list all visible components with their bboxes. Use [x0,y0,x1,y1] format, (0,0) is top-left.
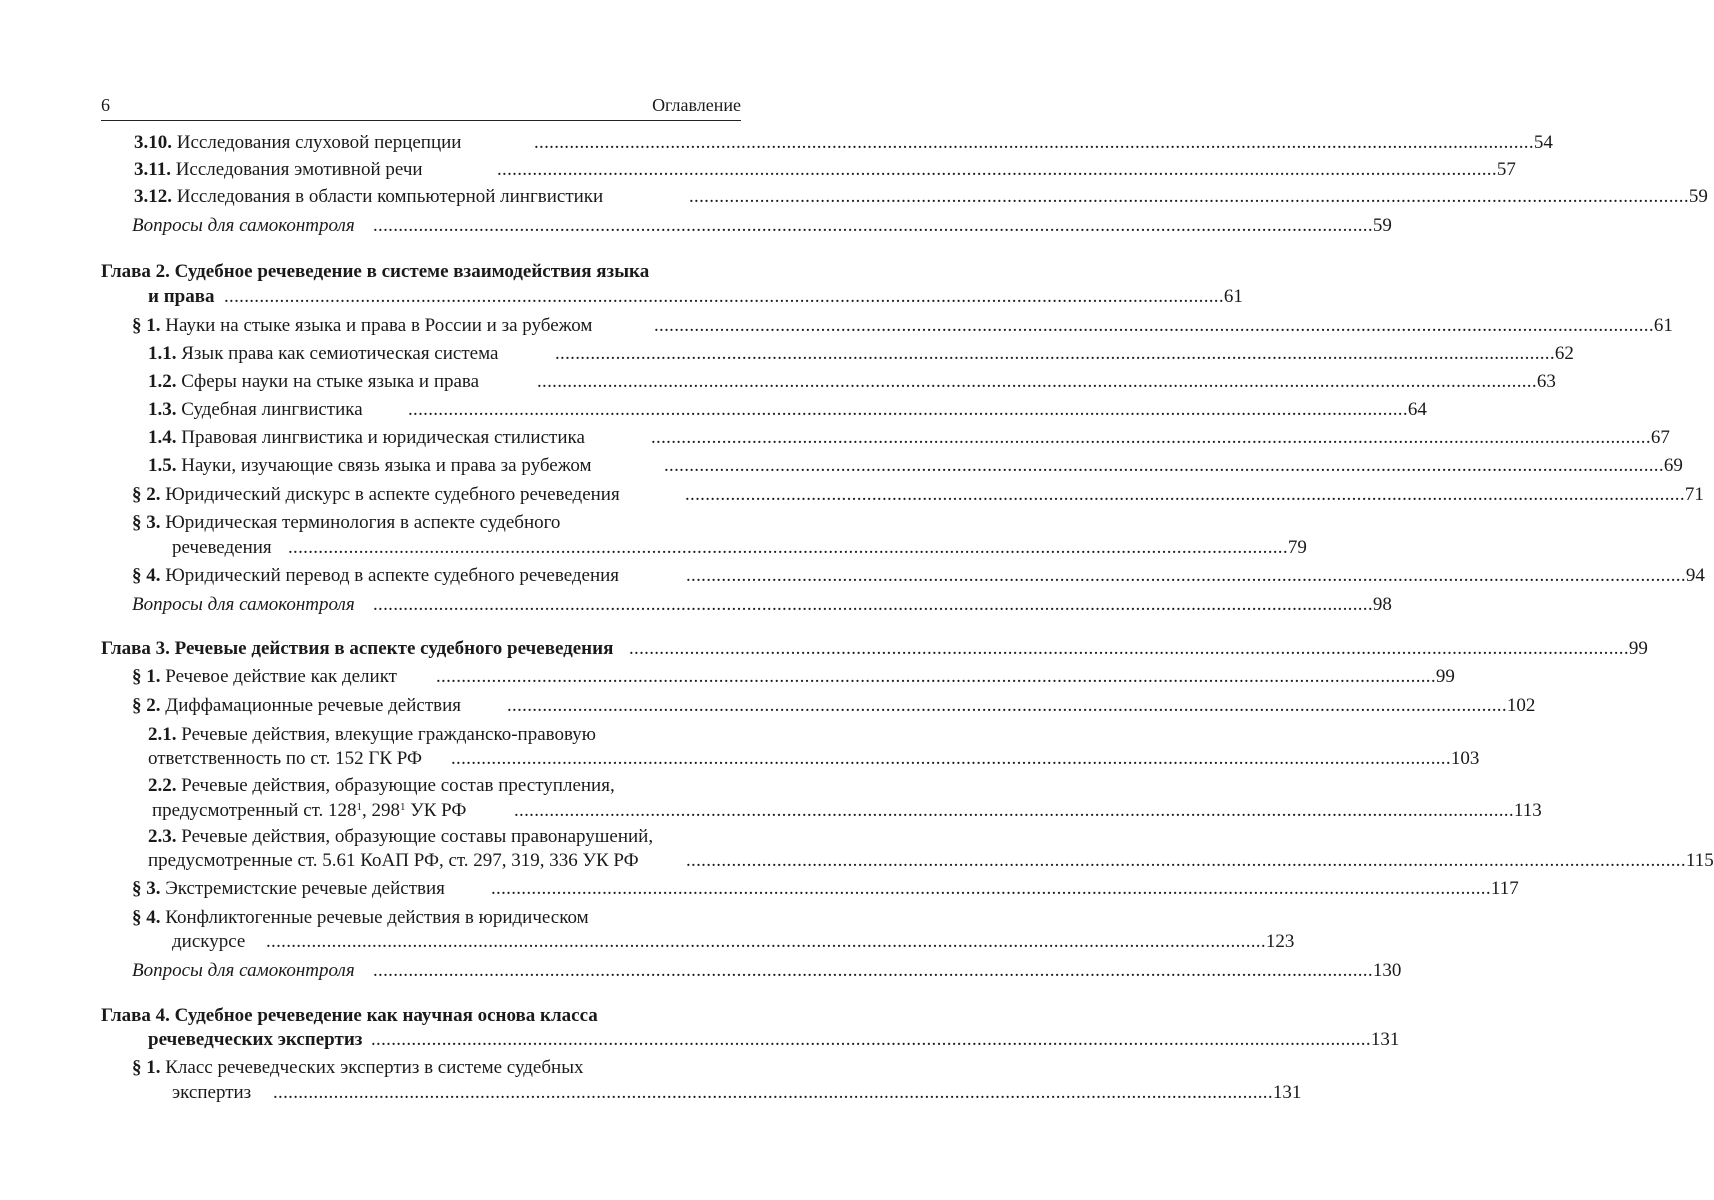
entry-number: § 1. [132,1057,161,1078]
toc-entry[interactable] [101,1027,1400,1052]
entry-title-line2: предусмотренные ст. 5.61 КоАП РФ, ст. 297, 319, 336 УК РФ [148,850,639,871]
entry-number: 3.10. [134,132,172,153]
leader-dots: ...................................................................................................................................................................................................... [685,484,1685,505]
entry-page: 59 [1688,186,1708,207]
toc-entry[interactable] [101,130,1553,155]
entry-title-line1: Класс речеведческих экспертиз в системе судебных [165,1057,584,1078]
chapter-title-line1: Глава 4. Судебное речеведение как научная основа класса [101,1005,598,1026]
entry-title: Исследования эмотивной речи [175,159,423,180]
toc-entry-line1[interactable] [101,773,741,798]
toc-page [101,0,1714,1200]
entry-title: Вопросы для самоконтроля [132,594,355,615]
chapter-title[interactable] [101,636,1648,661]
leader-dots: ...................................................................................................................................................................................................... [373,594,1373,615]
leader-dots: ...................................................................................................................................................................................................... [497,159,1497,180]
entry-page: 98 [1372,594,1392,615]
leader-dots: ...................................................................................................................................................................................................... [373,960,1373,981]
entry-title: Науки, изучающие связь языка и права за рубежом [181,455,592,476]
entry-page: 71 [1684,484,1704,505]
leader-dots: ...................................................................................................................................................................................................... [654,315,1654,336]
entry-page: 61 [1653,315,1673,336]
entry-title: Правовая лингвистика и юридическая стилистика [181,427,585,448]
entry-title-line2: дискурсе [172,931,246,952]
entry-page: 54 [1533,132,1553,153]
leader-dots: ...................................................................................................................................................................................................... [288,537,1288,558]
entry-page: 59 [1372,215,1392,236]
entry-number: § 3. [132,878,161,899]
leader-dots: ...................................................................................................................................................................................................... [266,931,1266,952]
leader-dots: ...................................................................................................................................................................................................... [507,695,1507,716]
toc-entry[interactable] [101,425,1670,450]
toc-entry[interactable] [101,746,1480,771]
entry-page: 131 [1370,1029,1400,1050]
entry-title-line2: экспертиз [172,1082,252,1103]
leader-dots: ...................................................................................................................................................................................................... [689,186,1689,207]
toc-entry[interactable] [101,453,1683,478]
entry-page: 94 [1685,565,1705,586]
entry-number: 3.12. [134,186,172,207]
toc-entry[interactable] [101,693,1536,718]
toc-entry[interactable] [101,592,1392,617]
entry-page: 130 [1372,960,1402,981]
toc-entry-line1[interactable] [101,905,741,930]
entry-number: § 4. [132,907,161,928]
chapter-title-line2: речеведческих экспертиз [148,1029,363,1050]
toc-entry[interactable] [101,397,1427,422]
toc-entry-line1[interactable] [101,824,741,849]
entry-number: 1.5. [148,455,177,476]
chapter-title[interactable] [101,1003,741,1028]
entry-title: Вопросы для самоконтроля [132,960,355,981]
entry-page: 117 [1490,878,1519,899]
entry-title: Экстремистские речевые действия [165,878,445,899]
toc-entry[interactable] [101,958,1402,983]
entry-page: 99 [1628,638,1648,659]
entry-page: 115 [1685,850,1714,871]
entry-number: § 3. [132,512,161,533]
entry-title-line2: предусмотренный ст. $128^1$, $298^1$ УК РФ [152,800,467,821]
entry-title-line1: Речевые действия, образующие составы правонарушений, [181,826,654,847]
leader-dots: ...................................................................................................................................................................................................... [373,215,1373,236]
entry-number: 2.3. [148,826,177,847]
leader-dots: ...................................................................................................................................................................................................... [491,878,1491,899]
toc-entry[interactable] [101,798,1542,823]
entry-page: 61 [1223,286,1243,307]
leader-dots: ...................................................................................................................................................................................................... [436,666,1436,687]
toc-entry-line1[interactable] [101,510,741,535]
entry-page: 64 [1407,399,1427,420]
toc-entry[interactable] [101,876,1519,901]
toc-entry[interactable] [101,563,1705,588]
entry-title: Науки на стыке языка и права в России и за рубежом [165,315,593,336]
leader-dots: ...................................................................................................................................................................................................... [514,800,1514,821]
toc-entry[interactable] [101,535,1307,560]
toc-entry[interactable] [101,157,1516,182]
toc-entry[interactable] [101,482,1704,507]
toc-entry[interactable] [101,848,1714,873]
toc-entry-line1[interactable] [101,1055,741,1080]
entry-title-line1: Юридическая терминология в аспекте судебного [165,512,561,533]
entry-title-line2: ответственность по ст. 152 ГК РФ [148,748,423,769]
entry-page: 99 [1435,666,1455,687]
entry-number: § 2. [132,695,161,716]
entry-number: § 1. [132,666,161,687]
entry-title: Речевое действие как деликт [165,666,397,687]
entry-title: Глава 3. Речевые действия в аспекте судебного речеведения [101,638,614,659]
header-rule [101,120,741,121]
entry-number: § 2. [132,484,161,505]
entry-page: 62 [1554,343,1574,364]
leader-dots: ...................................................................................................................................................................................................... [371,1029,1371,1050]
entry-title-line1: Конфликтогенные речевые действия в юридическом [165,907,589,928]
leader-dots: ...................................................................................................................................................................................................... [686,850,1686,871]
entry-page: 79 [1287,537,1307,558]
leader-dots: ...................................................................................................................................................................................................... [537,371,1537,392]
toc-entry-line1[interactable] [101,722,741,747]
toc-entry[interactable] [101,369,1556,394]
entry-page: 67 [1650,427,1670,448]
entry-page: 113 [1513,800,1542,821]
entry-title-line1: Речевые действия, влекущие гражданско-правовую [181,724,597,745]
leader-dots: ...................................................................................................................................................................................................... [629,638,1629,659]
entry-number: § 4. [132,565,161,586]
leader-dots: ...................................................................................................................................................................................................... [451,748,1451,769]
entry-number: 2.2. [148,775,177,796]
entry-page: 57 [1496,159,1516,180]
entry-page: 103 [1450,748,1480,769]
chapter-title-line1: Глава 2. Судебное речеведение в системе взаимодействия языка [101,261,650,282]
entry-page: 63 [1536,371,1556,392]
entry-title: Сферы науки на стыке языка и права [181,371,480,392]
toc-entry[interactable] [101,213,1392,238]
chapter-title-line2: и права [148,286,215,307]
entry-number: § 1. [132,315,161,336]
leader-dots: ...................................................................................................................................................................................................... [224,286,1224,307]
chapter-title[interactable] [101,259,741,284]
entry-title-line1: Речевые действия, образующие состав преступления, [181,775,615,796]
entry-title: Юридический перевод в аспекте судебного речеведения [165,565,620,586]
toc-entry[interactable] [101,341,1574,366]
running-header [101,93,741,117]
toc-entry[interactable] [101,284,1243,309]
entry-title: Судебная лингвистика [181,399,363,420]
entry-title: Исследования в области компьютерной лингвистики [176,186,604,207]
entry-title: Юридический дискурс в аспекте судебного речеведения [165,484,620,505]
leader-dots: ...................................................................................................................................................................................................... [534,132,1534,153]
entry-page: 69 [1663,455,1683,476]
toc-entry[interactable] [101,664,1455,689]
entry-title: Диффамационные речевые действия [165,695,462,716]
entry-title-line2: речеведения [172,537,272,558]
entry-number: 1.3. [148,399,177,420]
leader-dots: ...................................................................................................................................................................................................... [555,343,1555,364]
entry-number: 2.1. [148,724,177,745]
toc-entry[interactable] [101,1080,1302,1105]
toc-entry[interactable] [101,313,1673,338]
entry-page: 131 [1272,1082,1302,1103]
toc-entry[interactable] [101,929,1295,954]
entry-page: 123 [1265,931,1295,952]
leader-dots: ...................................................................................................................................................................................................... [686,565,1686,586]
entry-number: 1.4. [148,427,177,448]
entry-number: 1.1. [148,343,177,364]
running-title: Оглавление [652,95,741,115]
leader-dots: ...................................................................................................................................................................................................... [273,1082,1273,1103]
leader-dots: ...................................................................................................................................................................................................... [651,427,1651,448]
entry-number: 1.2. [148,371,177,392]
entry-page: 102 [1506,695,1536,716]
entry-title: Язык права как семиотическая система [181,343,499,364]
entry-title: Вопросы для самоконтроля [132,215,355,236]
entry-number: 3.11. [134,159,171,180]
page-number: 6 [101,95,110,115]
leader-dots: ...................................................................................................................................................................................................... [664,455,1664,476]
leader-dots: ...................................................................................................................................................................................................... [408,399,1408,420]
entry-title: Исследования слуховой перцепции [176,132,462,153]
toc-entry[interactable] [101,184,1708,209]
